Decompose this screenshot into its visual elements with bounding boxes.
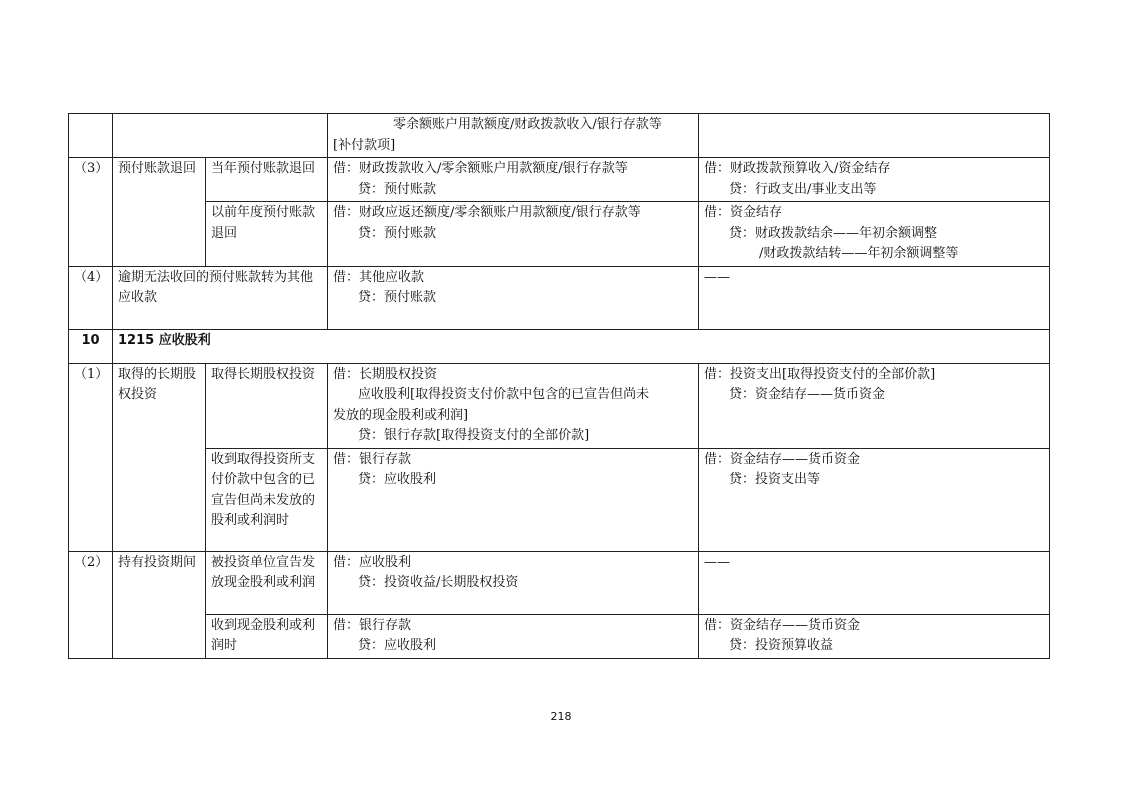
credit-line: 贷：资金结存——货币资金: [729, 387, 886, 402]
debit-line: 借：资金结存: [704, 205, 783, 220]
cell-financial-entry: [328, 363, 699, 448]
credit-line: /财政拨款结转——年初余额调整等: [759, 246, 959, 261]
cell-budget-entry: [699, 614, 1050, 658]
row-number: （1）: [69, 363, 113, 551]
row-number: （3）: [69, 158, 113, 267]
section-row: [69, 329, 1050, 363]
table-row: [69, 202, 1050, 267]
debit-line: 借：财政拨款预算收入/资金结存: [704, 161, 891, 176]
debit-line: 应收股利[取得投资支付价款中包含的已宣告但尚未: [358, 387, 650, 402]
sub-item-label: 收到现金股利或利润时: [206, 614, 328, 658]
cell-budget-entry: [699, 114, 1050, 158]
credit-line: 贷：行政支出/事业支出等: [729, 181, 877, 197]
debit-line: 借：应收股利: [333, 554, 412, 570]
item-title: 取得的长期股权投资: [113, 363, 206, 551]
cell-financial-entry: [328, 266, 699, 329]
cell-financial-entry: [328, 114, 699, 158]
cell-num: [69, 114, 113, 158]
table-row: [69, 448, 1050, 551]
credit-line: 贷：投资收益/长期股权投资: [358, 575, 519, 590]
debit-line: 借：投资支出[取得投资支付的全部价款]: [704, 366, 936, 382]
credit-line: 贷：预付账款: [358, 290, 437, 305]
credit-line: 贷：预付账款: [358, 225, 437, 241]
page-number: 218: [550, 710, 572, 723]
debit-line: 借：长期股权投资: [333, 366, 438, 382]
credit-line: 贷：投资支出等: [729, 472, 821, 487]
section-number: 10: [69, 329, 113, 363]
credit-line: 贷：应收股利: [358, 472, 437, 487]
cell-financial-entry: [328, 614, 699, 658]
cell-budget-entry: [699, 448, 1050, 551]
cell-financial-entry: [328, 158, 699, 202]
table-row: [69, 114, 1050, 158]
item-title: 持有投资期间: [113, 551, 206, 658]
accounting-entries-table: [68, 113, 1050, 659]
debit-line: 借：财政拨款收入/零余额账户用款额度/银行存款等: [333, 161, 628, 176]
sub-item-label: 被投资单位宣告发放现金股利或利润: [206, 551, 328, 614]
credit-line: 贷：投资预算收益: [729, 638, 834, 653]
table-row: [69, 363, 1050, 448]
cell-budget-entry: ——: [699, 551, 1050, 614]
cell-item: [113, 114, 328, 158]
table-row: [69, 266, 1050, 329]
item-title: 预付账款退回: [113, 158, 206, 267]
table-row: [69, 614, 1050, 658]
credit-line: 贷：应收股利: [358, 638, 437, 653]
debit-line: 借：银行存款: [333, 451, 412, 467]
sub-item-label: 当年预付账款退回: [206, 158, 328, 202]
sub-item-label: 收到取得投资所支付价款中包含的已宣告但尚未发放的股利或利润时: [206, 448, 328, 551]
table-row: [69, 158, 1050, 202]
section-title: 1215 应收股利: [113, 329, 1050, 363]
debit-line: 发放的现金股利或利润]: [333, 407, 469, 423]
row-number: （2）: [69, 551, 113, 658]
entry-line: 零余额账户用款额度/财政拨款收入/银行存款等: [393, 117, 662, 132]
debit-line: 借：资金结存——货币资金: [704, 617, 861, 633]
cell-financial-entry: [328, 202, 699, 267]
cell-budget-entry: ——: [699, 266, 1050, 329]
credit-line: 贷：财政拨款结余——年初余额调整: [729, 225, 938, 241]
sub-item-label: 取得长期股权投资: [206, 363, 328, 448]
credit-line: 贷：预付账款: [358, 181, 437, 197]
cell-financial-entry: [328, 448, 699, 551]
table-row: [69, 551, 1050, 614]
debit-line: 借：财政应返还额度/零余额账户用款额度/银行存款等: [333, 205, 641, 220]
credit-line: 贷：银行存款[取得投资支付的全部价款]: [358, 428, 590, 443]
cell-budget-entry: [699, 202, 1050, 267]
cell-budget-entry: [699, 363, 1050, 448]
debit-line: 借：其他应收款: [333, 269, 425, 285]
cell-budget-entry: [699, 158, 1050, 202]
entry-line: [补付款项]: [333, 137, 396, 153]
debit-line: 借：银行存款: [333, 617, 412, 633]
item-title: 逾期无法收回的预付账款转为其他应收款: [113, 266, 328, 329]
sub-item-label: 以前年度预付账款退回: [206, 202, 328, 267]
debit-line: 借：资金结存——货币资金: [704, 451, 861, 467]
cell-financial-entry: [328, 551, 699, 614]
row-number: （4）: [69, 266, 113, 329]
